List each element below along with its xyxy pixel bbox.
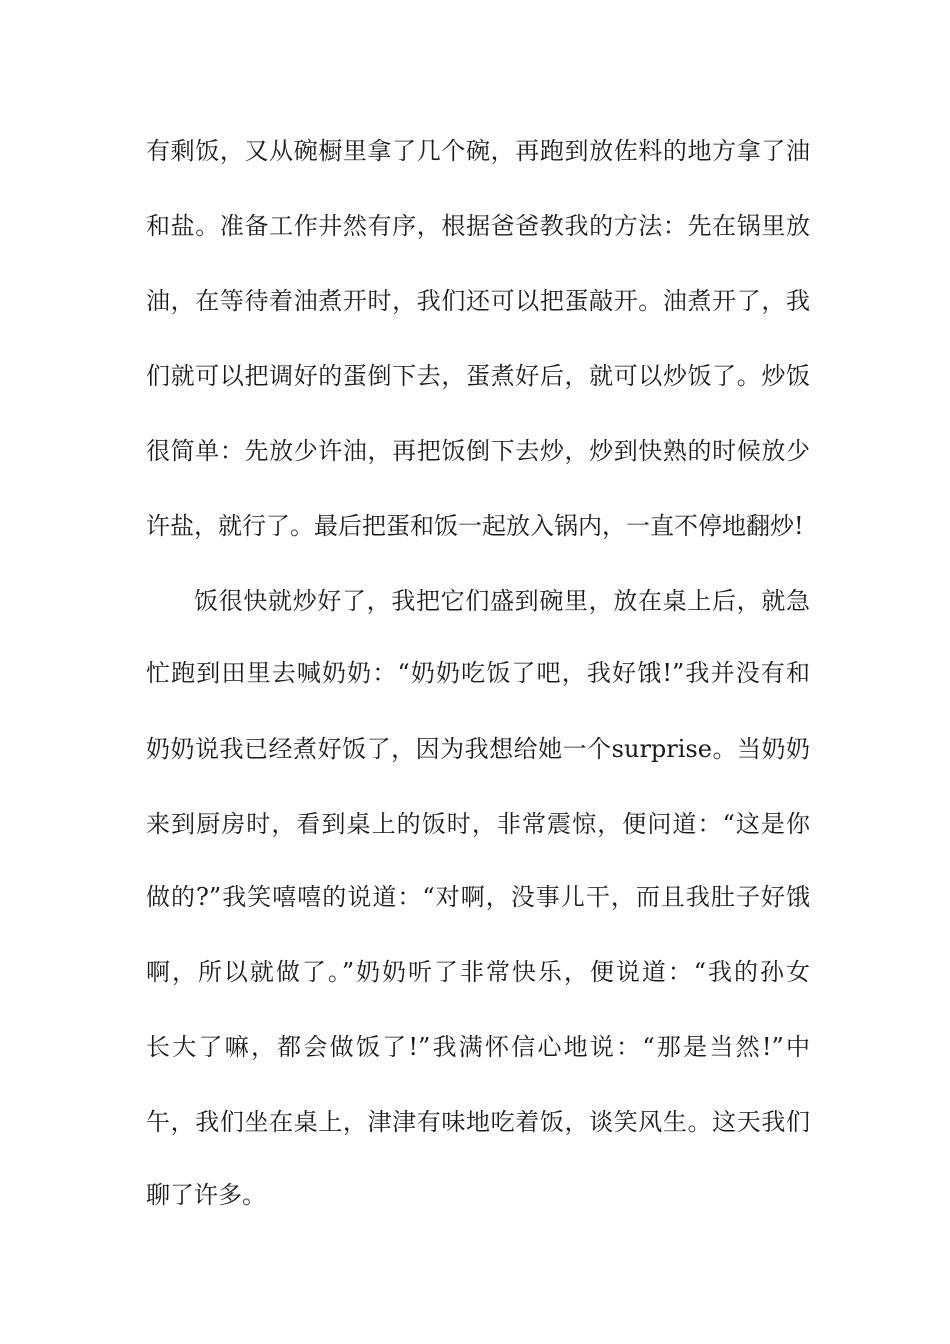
text-line: 午，我们坐在桌上，津津有味地吃着饭，谈笑风生。这天我们 [146,1108,810,1136]
text-line: 忙跑到田里去喊奶奶：“奶奶吃饭了吧，我好饿!”我并没有和 [146,659,810,687]
text-line: 油，在等待着油煮开时，我们还可以把蛋敲开。油煮开了，我 [146,287,810,315]
text-line: 们就可以把调好的蛋倒下去，蛋煮好后，就可以炒饭了。炒饭 [146,362,810,390]
text-line: 聊了许多。 [146,1181,266,1209]
text-line: 来到厨房时，看到桌上的饭时，非常震惊，便问道：“这是你 [146,810,810,838]
text-line: 和盐。准备工作井然有序，根据爸爸教我的方法：先在锅里放 [146,212,810,240]
text-line: 啊，所以就做了。”奶奶听了非常快乐，便说道：“我的孙女 [146,958,810,986]
text-line: 有剩饭，又从碗橱里拿了几个碗，再跑到放佐料的地方拿了油 [146,137,810,165]
text-line: 长大了嘛，都会做饭了!”我满怀信心地说：“那是当然!”中 [146,1033,810,1061]
text-line: 做的?”我笑嘻嘻的说道：“对啊，没事儿干，而且我肚子好饿 [146,883,810,911]
text-line: 很简单：先放少许油，再把饭倒下去炒，炒到快熟的时候放少 [146,437,810,465]
paragraph-first-line: 饭很快就炒好了，我把它们盛到碗里，放在桌上后，就急 [194,587,810,615]
text-line: 许盐，就行了。最后把蛋和饭一起放入锅内，一直不停地翻炒! [146,512,804,540]
text-line: 奶奶说我已经煮好饭了，因为我想给她一个surprise。当奶奶 [146,735,810,763]
